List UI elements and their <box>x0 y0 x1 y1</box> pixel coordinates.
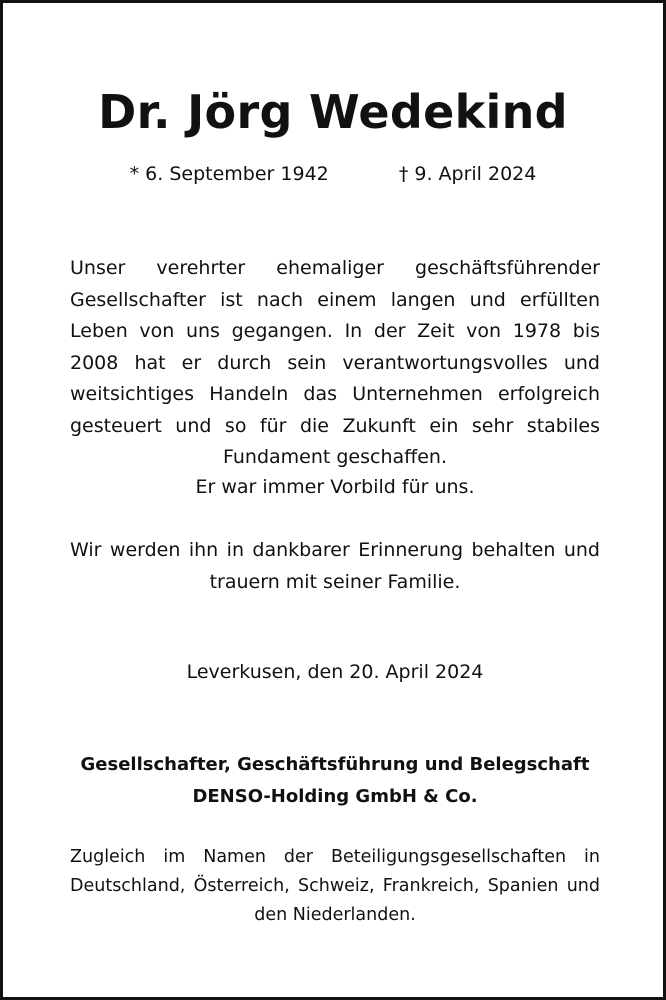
subsidiaries-paragraph: Zugleich im Namen der Beteiligungsgesellschaften in Deutschland, Österreich, Schweiz, Frankreich, Spanien und den Niederlanden. <box>70 847 600 925</box>
signers-line-1: Gesellschafter, Geschäftsführung und Belegschaft <box>80 754 590 775</box>
place-and-date: Leverkusen, den 20. April 2024 <box>186 661 484 683</box>
remembrance-paragraph: Wir werden ihn in dankbarer Erinnerung behalten und trauern mit seiner Familie. <box>70 539 600 593</box>
role-model-line: Er war immer Vorbild für uns. <box>195 476 475 498</box>
deceased-name: Dr. Jörg Wedekind <box>98 85 568 139</box>
tribute-paragraph: Unser verehrter ehemaliger geschäftsführender Gesellschafter ist nach einem langen und erfüllten Leben von uns gegangen. In der Zeit von 1978 bis 2008 hat er durch sein verantwortungsvolles und weitsichtiges Handeln das Unternehmen erfolgreich gesteuert und so für die Zukunft ein sehr stabiles Fundament geschaffen. <box>70 257 600 468</box>
birth-date: * 6. September 1942 <box>129 163 329 185</box>
life-dates <box>3 163 663 185</box>
signers-block <box>70 749 600 812</box>
death-date: † 9. April 2024 <box>398 163 537 185</box>
company-name: DENSO-Holding GmbH & Co. <box>192 785 478 807</box>
